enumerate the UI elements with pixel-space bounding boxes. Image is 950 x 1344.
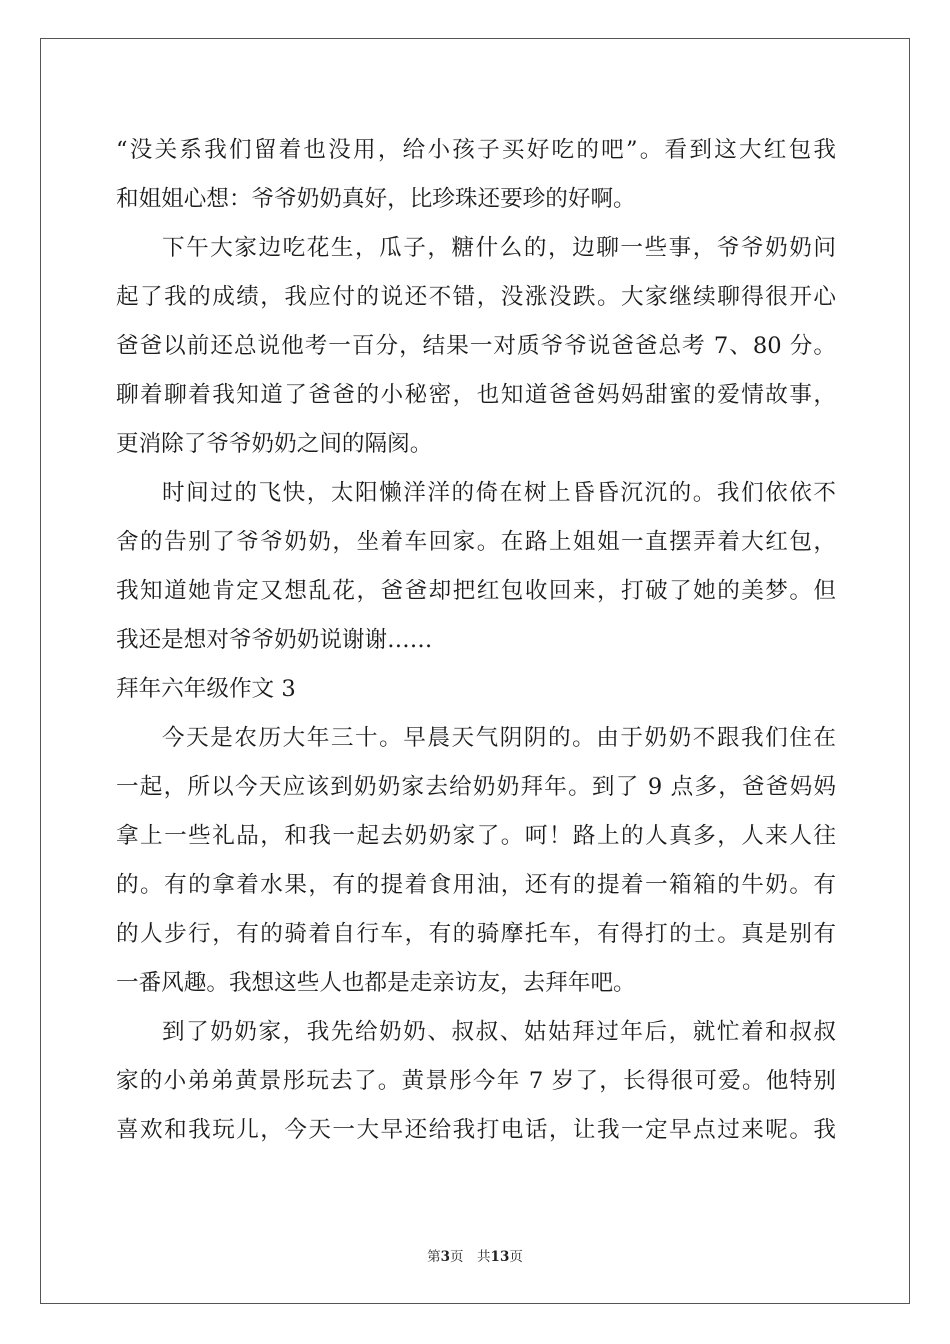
text-line: 的。有的拿着水果，有的提着食用油，还有的提着一箱箱的牛奶。有 (116, 872, 836, 898)
footer-suffix: 页 (509, 1249, 523, 1265)
text-line: 到了奶奶家，我先给奶奶、叔叔、姑姑拜过年后，就忙着和叔叔 (162, 1019, 836, 1045)
section-heading: 拜年六年级作文 3 (116, 676, 296, 702)
text-line: 下午大家边吃花生，瓜子，糖什么的，边聊一些事，爷爷奶奶问 (162, 235, 836, 261)
text-line: 我还是想对爷爷奶奶说谢谢…… (116, 627, 433, 653)
text-line: 和姐姐心想：爷爷奶奶真好，比珍珠还要珍的好啊。 (116, 186, 636, 212)
text-line: 我知道她肯定又想乱花，爸爸却把红包收回来，打破了她的美梦。但 (116, 578, 836, 604)
footer-page-number: 3 (440, 1249, 451, 1265)
footer-middle: 页 共 (450, 1249, 491, 1265)
text-line: 一起，所以今天应该到奶奶家去给奶奶拜年。到了 9 点多，爸爸妈妈 (116, 774, 836, 800)
page-footer (0, 1245, 950, 1265)
text-line: 的人步行，有的骑着自行车，有的骑摩托车，有得打的士。真是别有 (116, 921, 836, 947)
text-line: 起了我的成绩，我应付的说还不错，没涨没跌。大家继续聊得很开心 (116, 284, 836, 310)
footer-page-total: 13 (490, 1249, 510, 1265)
text-line: 今天是农历大年三十。早晨天气阴阴的。由于奶奶不跟我们住在 (162, 725, 836, 751)
text-line: 时间过的飞快，太阳懒洋洋的倚在树上昏昏沉沉的。我们依依不 (162, 480, 836, 506)
text-line: 舍的告别了爷爷奶奶，坐着车回家。在路上姐姐一直摆弄着大红包， (116, 529, 836, 555)
text-line: “没关系我们留着也没用，给小孩子买好吃的吧”。看到这大红包我 (116, 137, 836, 163)
text-line: 一番风趣。我想这些人也都是走亲访友，去拜年吧。 (116, 970, 636, 996)
text-line: 家的小弟弟黄景彤玩去了。黄景彤今年 7 岁了，长得很可爱。他特别 (116, 1068, 836, 1094)
text-line: 喜欢和我玩儿，今天一大早还给我打电话，让我一定早点过来呢。我 (116, 1117, 836, 1143)
text-line: 聊着聊着我知道了爸爸的小秘密，也知道爸爸妈妈甜蜜的爱情故事， (116, 382, 836, 408)
text-line: 拿上一些礼品，和我一起去奶奶家了。呵！路上的人真多，人来人往 (116, 823, 836, 849)
document-body (116, 126, 836, 1155)
footer-prefix: 第 (427, 1249, 441, 1265)
text-line: 更消除了爷爷奶奶之间的隔阂。 (116, 431, 433, 457)
text-line: 爸爸以前还总说他考一百分，结果一对质爷爷说爸爸总考 7、80 分。 (116, 333, 836, 359)
